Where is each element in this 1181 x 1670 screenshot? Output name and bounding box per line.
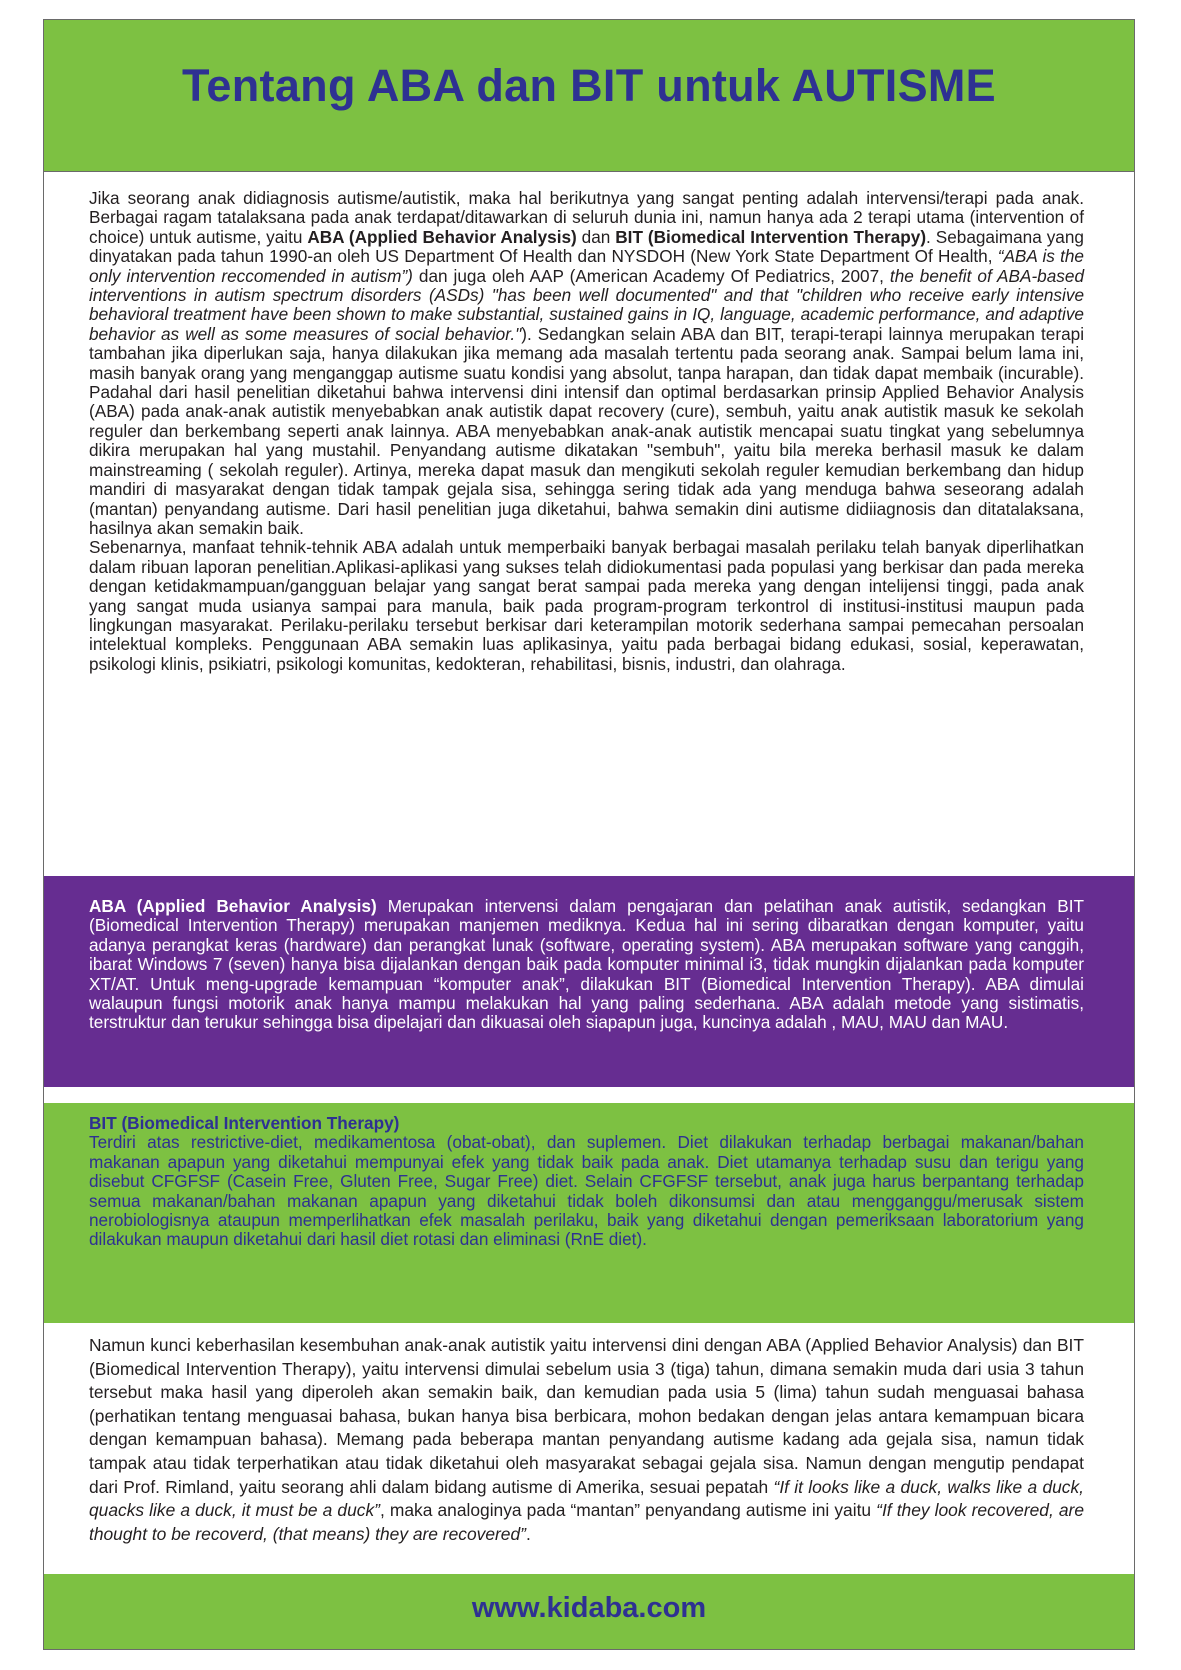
website-link[interactable]: www.kidaba.com [471, 1592, 707, 1624]
closing-text: . [525, 1523, 531, 1544]
intro-paragraph-1 [89, 189, 1084, 538]
duck-quote: “If it looks like a duck, walks like a duck, quacks like a duck, it must be a duck” [89, 1476, 1085, 1521]
page-title: Tentang ABA dan BIT untuk AUTISME [181, 60, 996, 111]
aap-quote: the benefit of ABA-based interventions in autism spectrum disorders (ASDs) "has been well documented" and that "children who receive early intensive behavioral treatment have been shown to make substantial, sustained gains in IQ, language, academic performance, and adaptive behavior as well as some measures of social behavior." [89, 265, 1085, 344]
aba-body: Merupakan intervensi dalam pengajaran dan pelatihan anak autistik, sedangkan BIT (Biomedical Intervention Therapy) merupakan manjemen mediknya. Kedua hal ini sering dibaratkan dengan komputer, yaitu adanya perangkat keras (hardware) dan perangkat lunak (software, operating system). ABA merupakan software yang canggih, ibarat Windows 7 (seven) hanya bisa dijalankan dengan baik pada komputer minimal i3, tidak mungkin dijalankan pada komputer XT/AT. Untuk meng-upgrade kemampuan “komputer anak”, dilakukan BIT (Biomedical Intervention Therapy). ABA dimulai walaupun fungsi motorik anak hanya mampu melakukan hal yang paling sederhana. ABA adalah metode yang sistimatis, terstruktur dan terukur sehingga bisa dipelajari dan dikuasai oleh siapapun juga, kuncinya adalah , MAU, MAU dan MAU. [89, 896, 1084, 1033]
bit-body: Terdiri atas restrictive-diet, medikamentosa (obat-obat), dan suplemen. Diet dilakukan terhadap berbagai makanan/bahan makanan apapun yang diketahui mempunyai efek yang tidak baik pada anak. Diet utamanya terhadap susu dan terigu yang disebut CFGFSF (Casein Free, Gluten Free, Sugar Free) diet. Selain CFGFSF tersebut, anak juga harus berpantang terhadap semua makanan/bahan makanan apapun yang diketahui tidak boleh dikonsumsi dan atau mengganggu/merusak sistem nerobiologisnya ataupun memperlihatkan efek masalah perilaku, baik yang diketahui dengan pemeriksaan laboratorium yang dilakukan maupun diketahui dari hasil diet rotasi dan eliminasi (RnE diet). [89, 1132, 1084, 1250]
aba-section [44, 876, 1134, 1087]
header-banner [44, 20, 1134, 172]
intro-text: . Sebagaimana yang dinyatakan pada tahun 1990-an oleh US Department Of Health dan NYSDOH (New York State Department Of Health, [89, 226, 1084, 267]
intro-text: dan juga oleh AAP (American Academy Of Pediatrics, 2007, [412, 265, 890, 286]
intro-paragraph-2: Sebenarnya, manfaat tehnik-tehnik ABA adalah untuk memperbaiki banyak berbagai masalah perilaku telah banyak diperlihatkan dalam ribuan laporan penelitian.Aplikasi-aplikasi yang sukses telah didiokumentasi pada populasi yang berkisar dan pada mereka dengan ketidakmampuan/gangguan belajar yang sangat berat sampai pada mereka yang dengan intelijensi tinggi, pada anak yang sangat muda usianya sampai para manula, baik pada program-program terkontrol di institusi-institusi maupun pada lingkungan masyarakat. Perilaku-perilaku tersebut berkisar dari keterampilan motorik sederhana sampai pemecahan persoalan intelektual kompleks. Penggunaan ABA semakin luas aplikasinya, yaitu pada berbagai bidang edukasi, sosial, keperawatan, psikologi klinis, psikiatri, psikologi komunitas, kedokteran, rehabilitasi, bisnis, industri, dan olahraga. [89, 537, 1084, 674]
closing-text: , maka analoginya pada “mantan” penyandang autisme ini yaitu [379, 1500, 877, 1521]
footer-banner [44, 1574, 1134, 1649]
intro-text: Jika seorang anak didiagnosis autisme/autistik, maka hal berikutnya yang sangat penting adalah intervensi/terapi pada anak. Berbagai ragam tatalaksana pada anak terdapat/ditawarkan di seluruh dunia ini, namun hanya ada 2 terapi utama (intervention of choice) untuk autisme, yaitu [89, 188, 1084, 247]
bit-heading: BIT (Biomedical Intervention Therapy) [89, 1113, 400, 1133]
aba-paragraph [89, 897, 1084, 1033]
closing-section [44, 1334, 1134, 1546]
aba-heading: ABA (Applied Behavior Analysis) [89, 896, 377, 916]
aba-term: ABA (Applied Behavior Analysis) [307, 226, 577, 247]
page-frame [43, 19, 1135, 1650]
bit-section [44, 1103, 1134, 1323]
recovered-quote: “If they look recovered, are thought to be recoverd, (that means) they are recovered” [89, 1500, 1084, 1544]
closing-paragraph [89, 1334, 1084, 1546]
bit-term: BIT (Biomedical Intervention Therapy) [615, 226, 927, 247]
intro-text: ). Sedangkan selain ABA dan BIT, terapi-terapi lainnya merupakan terapi tambahan jika diperlukan saja, hanya dilakukan jika memang ada masalah tertentu pada seorang anak. Sampai belum lama ini, masih banyak orang yang menganggap autisme suatu kondisi yang absolut, tanpa harapan, dan tidak dapat membaik (incurable). Padahal dari hasil penelitian diketahui bahwa intervensi dini intensif dan optimal berdasarkan prinsip Applied Behavior Analysis (ABA) pada anak-anak autistik menyebabkan anak autistik dapat recovery (cure), sembuh, yaitu anak autistik masuk ke sekolah reguler dan berkembang seperti anak lainnya. ABA menyebabkan anak-anak autistik mencapai suatu tingkat yang sebelumnya dikira merupakan hal yang mustahil. Penyandang autisme dikatakan "sembuh", yaitu bila mereka berhasil masuk ke dalam mainstreaming ( sekolah reguler). Artinya, mereka dapat masuk dan mengikuti sekolah reguler kemudian berkembang dan hidup mandiri di masyarakat dengan tidak tampak gejala sisa, sehingga sering tidak ada yang menduga bahwa seseorang adalah (mantan) penyandang autisme. Dari hasil penelitian juga diketahui, bahwa semakin dini autisme didiiagnosis dan ditatalaksana, hasilnya akan semakin baik. [89, 323, 1085, 538]
intro-text: dan [576, 226, 616, 247]
intro-section [44, 189, 1134, 674]
nysdoh-quote: “ABA is the only intervention reccomended in autism”) [89, 246, 1084, 286]
closing-text: Namun kunci keberhasilan kesembuhan anak-anak autistik yaitu intervensi dini dengan ABA (Applied Behavior Analysis) dan BIT (Biomedical Intervention Therapy), yaitu intervensi dimulai sebelum usia 3 (tiga) tahun, dimana semakin muda dari usia 3 tahun tersebut maka hasil yang diperoleh akan semakin baik, dan kemudian pada usia 5 (lima) tahun sudah menguasai bahasa (perhatikan tentang menguasai bahasa, bukan hanya bisa berbicara, mohon bedakan dengan jelas antara kemampuan bicara dengan kemampuan bahasa). Memang pada beberapa mantan penyandang autisme kadang ada gejala sisa, namun tidak tampak atau tidak terperhatikan atau tidak diketahui oleh masyarakat sebagai gejala sisa. Namun dengan mengutip pendapat dari Prof. Rimland, yaitu seorang ahli dalam bidang autisme di Amerika, sesuai pepatah [89, 1335, 1084, 1497]
